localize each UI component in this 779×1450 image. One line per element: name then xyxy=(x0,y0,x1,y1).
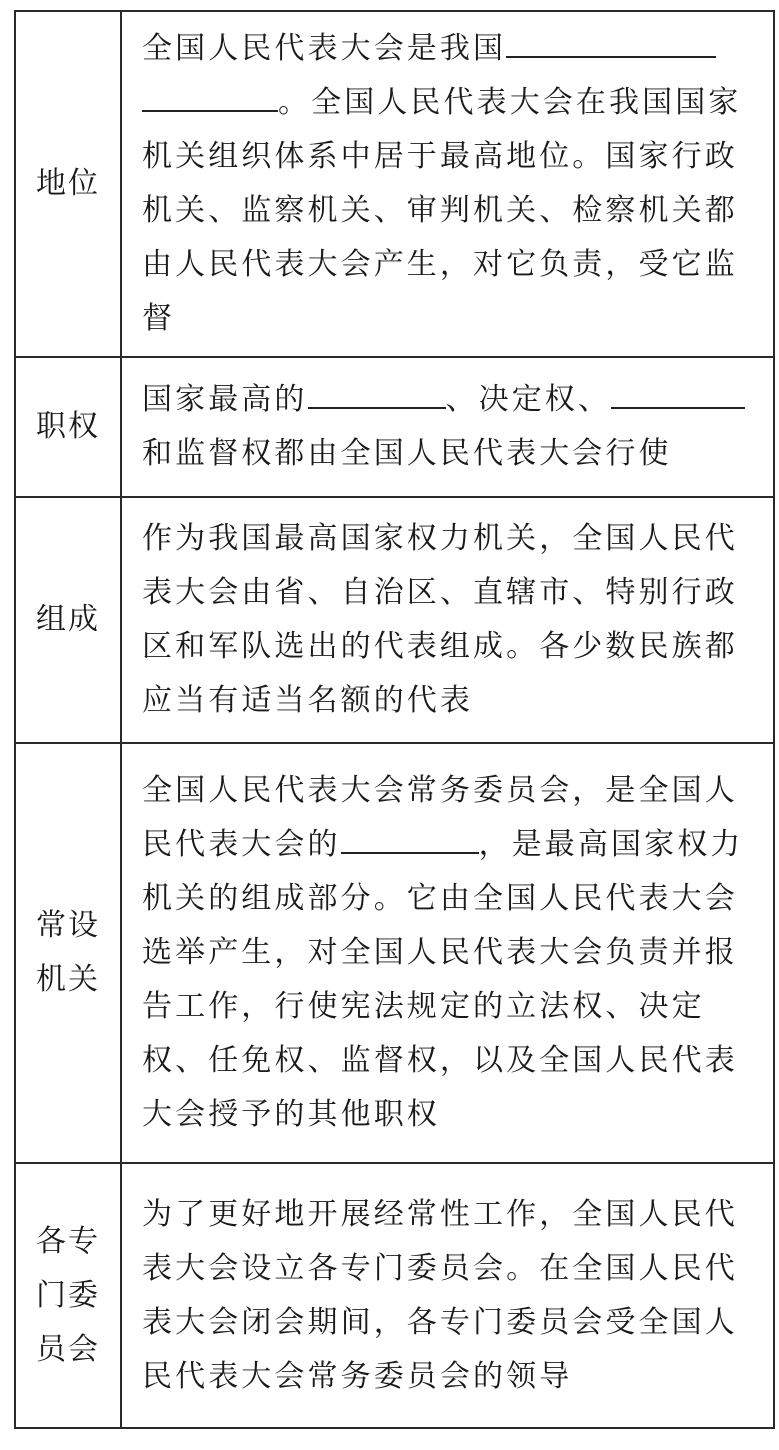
table-row-composition xyxy=(16,498,773,744)
row-content-text xyxy=(142,22,767,346)
fill-in-blank[interactable] xyxy=(611,406,745,409)
table-row-special-committees xyxy=(16,1164,773,1427)
text-segment: 和监督权都由全国人民代表大会行使 xyxy=(142,436,672,471)
fill-in-blank[interactable] xyxy=(506,55,716,58)
row-header-cell xyxy=(16,744,122,1162)
row-header-label: 各专门委员会 xyxy=(36,1223,100,1367)
text-segment: ，是最高国家权力机关的组成部分。它由全国人民代表大会选举产生，对全国人民代表大会负责并报告工作，行使宪法规定的立法权、决定权、任免权、监督权，以及全国人民代表大会授予的其他职权 xyxy=(142,827,744,1132)
text-segment: 全国人民代表大会常务委员会，是全国人民代表大会的 xyxy=(142,773,738,862)
row-content-text xyxy=(142,764,767,1142)
content-table xyxy=(14,10,775,1429)
text-segment: 。全国人民代表大会在我国国家机关组织体系中居于最高地位。国家行政机关、监察机关、审判机关、检察机关都由人民代表大会产生，对它负责，受它监督 xyxy=(142,85,742,336)
table-row-standing-body xyxy=(16,744,773,1164)
row-header-cell xyxy=(16,12,122,356)
text-segment: 全国人民代表大会是我国 xyxy=(142,31,507,66)
row-content-cell xyxy=(142,744,767,1162)
table-row-status xyxy=(16,12,773,358)
row-header-label: 常设机关 xyxy=(36,908,100,997)
row-content-cell xyxy=(142,12,767,356)
row-content-cell xyxy=(142,358,767,496)
row-header-cell xyxy=(16,358,122,496)
row-header-cell xyxy=(16,1164,122,1427)
fill-in-blank[interactable] xyxy=(308,406,446,409)
row-header-label: 职权 xyxy=(36,409,100,444)
row-content-text xyxy=(142,373,767,481)
row-header-cell xyxy=(16,498,122,742)
fill-in-blank[interactable] xyxy=(341,851,479,854)
text-segment: 国家最高的 xyxy=(142,382,308,417)
row-header-label: 组成 xyxy=(36,602,100,637)
row-header-label: 地位 xyxy=(36,166,100,201)
text-segment: 、决定权、 xyxy=(445,382,611,417)
row-content-text: 为了更好地开展经常性工作，全国人民代表大会设立各专门委员会。在全国人民代表大会闭会期间，各专门委员会受全国人民代表大会常务委员会的领导 xyxy=(142,1196,738,1394)
fill-in-blank[interactable] xyxy=(142,109,278,112)
row-content-text: 作为我国最高国家权力机关，全国人民代表大会由省、自治区、直辖市、特别行政区和军队选出的代表组成。各少数民族都应当有适当名额的代表 xyxy=(142,521,738,718)
row-content-cell xyxy=(142,1164,767,1427)
table-row-powers xyxy=(16,358,773,498)
row-content-cell xyxy=(142,498,767,742)
